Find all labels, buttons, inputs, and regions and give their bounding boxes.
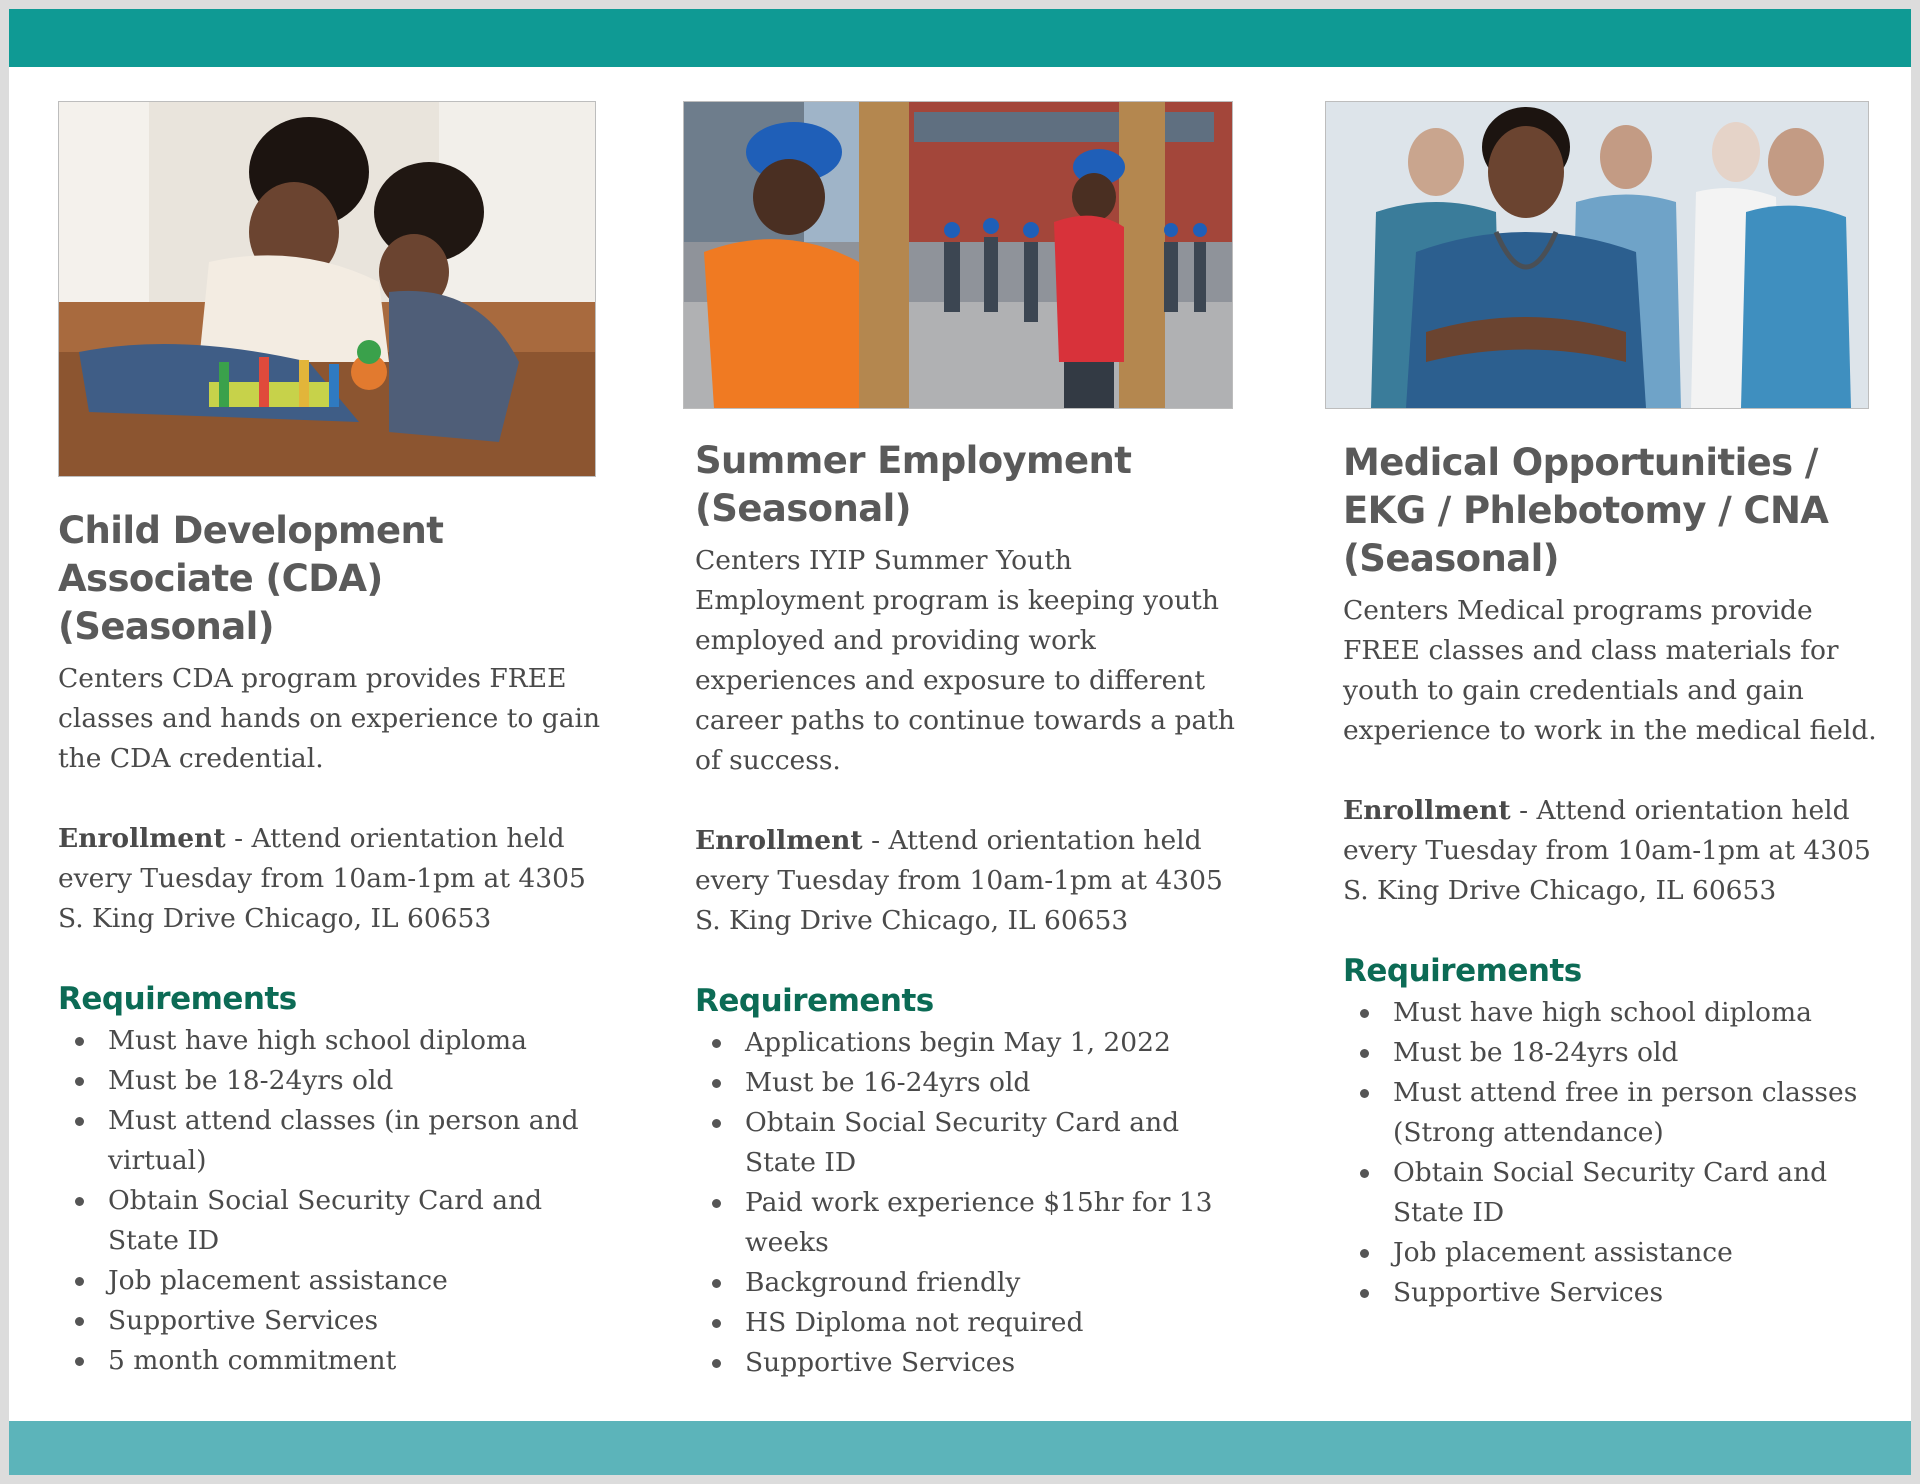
requirement-item: Must have high school diploma [1343,993,1881,1033]
enrollment-label: Enrollment [1343,795,1511,826]
mother-child-playing-photo [58,101,596,477]
requirement-item: Must be 16-24yrs old [695,1063,1239,1103]
requirement-item: Supportive Services [58,1301,603,1341]
requirements-heading: Requirements [695,983,934,1019]
requirement-item: 5 month commitment [58,1341,603,1381]
program-title: Child Development Associate (CDA) (Seasonal) [58,509,444,648]
enrollment-text: - Attend orientation held every Tuesday from 10am-1pm at 4305 S. King Drive Chicago, IL 60653 [695,825,1223,936]
requirement-item: Job placement assistance [58,1261,603,1301]
program-column-summer-employment [683,101,1239,1383]
construction-workers-photo [683,101,1233,409]
enrollment-info [58,819,603,939]
requirement-item: Background friendly [695,1263,1239,1303]
enrollment-info [695,821,1239,941]
requirement-item: Must attend classes (in person and virtual) [58,1101,603,1181]
program-description: Centers IYIP Summer Youth Employment program is keeping youth employed and providing work experiences and exposure to different career paths to continue towards a path of success. [695,545,1235,776]
medical-staff-photo [1325,101,1869,409]
program-title: Medical Opportunities / EKG / Phlebotomy / CNA (Seasonal) [1343,441,1829,580]
requirement-item: Applications begin May 1, 2022 [695,1023,1239,1063]
program-description: Centers CDA program provides FREE classes and hands on experience to gain the CDA credential. [58,663,601,774]
requirement-item: Must be 18-24yrs old [1343,1033,1881,1073]
requirements-list [1343,993,1881,1313]
requirements-heading: Requirements [58,981,297,1017]
requirement-item: Supportive Services [695,1343,1239,1383]
program-column-medical [1325,101,1881,1313]
program-title: Summer Employment (Seasonal) [695,439,1132,530]
requirement-item: Obtain Social Security Card and State ID [1343,1153,1881,1233]
program-description: Centers Medical programs provide FREE classes and class materials for youth to gain credentials and gain experience to work in the medical field. [1343,595,1877,746]
program-column-cda [58,101,603,1381]
enrollment-label: Enrollment [58,823,226,854]
enrollment-text: - Attend orientation held every Tuesday from 10am-1pm at 4305 S. King Drive Chicago, IL 60653 [1343,795,1871,906]
requirement-item: Obtain Social Security Card and State ID [695,1103,1239,1183]
requirement-item: Job placement assistance [1343,1233,1881,1273]
requirement-item: HS Diploma not required [695,1303,1239,1343]
requirement-item: Must be 18-24yrs old [58,1061,603,1101]
requirement-item: Obtain Social Security Card and State ID [58,1181,603,1261]
top-color-band [9,9,1911,67]
bottom-color-band [9,1421,1911,1475]
enrollment-text: - Attend orientation held every Tuesday from 10am-1pm at 4305 S. King Drive Chicago, IL 60653 [58,823,586,934]
requirements-heading: Requirements [1343,953,1582,989]
requirement-item: Paid work experience $15hr for 13 weeks [695,1183,1239,1263]
enrollment-label: Enrollment [695,825,863,856]
requirements-list [58,1021,603,1381]
requirements-list [695,1023,1239,1383]
requirement-item: Must attend free in person classes (Strong attendance) [1343,1073,1881,1153]
enrollment-info [1343,791,1881,911]
requirement-item: Must have high school diploma [58,1021,603,1061]
requirement-item: Supportive Services [1343,1273,1881,1313]
flyer-page [9,9,1911,1475]
